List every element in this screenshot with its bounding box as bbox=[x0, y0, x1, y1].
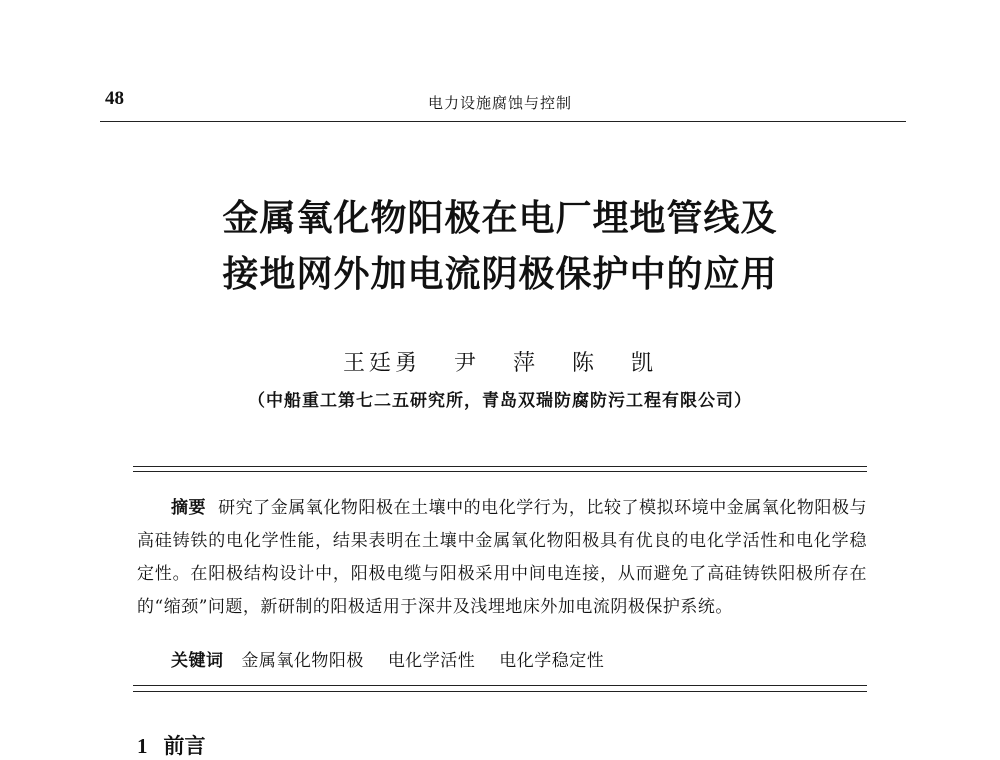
abstract-bottom-rule bbox=[133, 685, 867, 686]
title-line-2: 接地网外加电流阴极保护中的应用 bbox=[222, 253, 778, 295]
abstract-label: 摘要 bbox=[171, 498, 207, 518]
keywords-line bbox=[171, 646, 622, 671]
keyword-item: 电化学活性 bbox=[387, 651, 476, 671]
abstract-bottom-rule-thin bbox=[133, 691, 867, 692]
abstract-text: 研究了金属氧化物阳极在土壤中的电化学行为，比较了模拟环境中金属氧化物阳极与高硅铸铁的电化学性能，结果表明在土壤中金属氧化物阳极具有优良的电化学活性和电化学稳定性。在阳极结构设计中，阳极电缆与阳极采用中间电连接，从而避免了高硅铸铁阳极所存在的“缩颈”问题，新研制的阳极适用于深井及浅埋地床外加电流阴极保护系统。 bbox=[137, 498, 868, 617]
abstract-top-rule-thin bbox=[133, 471, 867, 472]
keyword-item: 电化学稳定性 bbox=[499, 651, 605, 671]
keyword-item: 金属氧化物阳极 bbox=[241, 651, 364, 671]
affiliation: （中船重工第七二五研究所，青岛双瑞防腐防污工程有限公司） bbox=[248, 391, 752, 411]
page-number: 48 bbox=[105, 88, 124, 109]
abstract-paragraph bbox=[137, 492, 867, 624]
article-title bbox=[0, 190, 1000, 302]
abstract-top-rule bbox=[133, 466, 867, 467]
header-rule bbox=[100, 121, 906, 122]
journal-running-header: 电力设施腐蚀与控制 bbox=[427, 94, 572, 112]
section-heading bbox=[137, 730, 206, 760]
keywords-label: 关键词 bbox=[171, 651, 224, 671]
title-line-1: 金属氧化物阳极在电厂埋地管线及 bbox=[222, 197, 778, 239]
authors: 王廷勇 尹 萍 陈 凯 bbox=[343, 351, 657, 376]
section-number: 1 bbox=[137, 734, 148, 758]
section-title: 前言 bbox=[163, 733, 206, 758]
